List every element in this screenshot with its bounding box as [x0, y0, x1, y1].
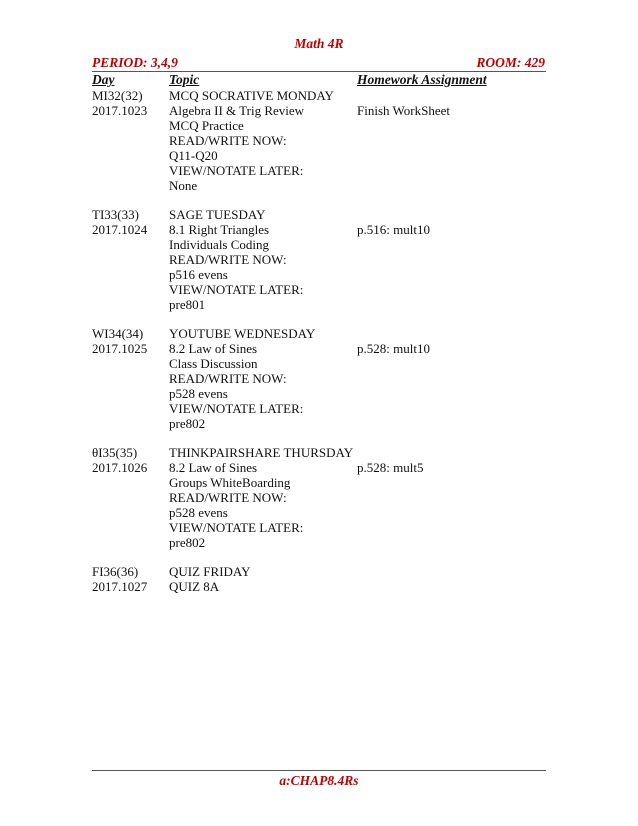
topic-line: MCQ Practice [169, 118, 244, 133]
column-header-homework: Homework Assignment [357, 72, 487, 87]
topic-line: QUIZ 8A [169, 579, 220, 594]
schedule-entry [92, 564, 552, 594]
footer-code: a:CHAP8.4Rs [279, 773, 359, 788]
homework-text: p.516: mult10 [357, 222, 430, 237]
date: 2017.1026 [92, 460, 148, 475]
entry-day [92, 445, 167, 475]
schedule-entry [92, 88, 552, 193]
topic-line: READ/WRITE NOW: [169, 133, 287, 148]
topic-line: READ/WRITE NOW: [169, 371, 287, 386]
entry-day [92, 564, 167, 594]
topic-line: Groups WhiteBoarding [169, 475, 291, 490]
column-header-day: Day [92, 72, 115, 87]
day-code: θI35(35) [92, 445, 138, 460]
topic-line: Q11-Q20 [169, 148, 218, 163]
homework-spacer [357, 88, 450, 103]
entry-day [92, 326, 167, 356]
day-code: FI36(36) [92, 564, 139, 579]
topic-line: 8.1 Right Triangles [169, 222, 270, 237]
topic-line: p528 evens [169, 505, 228, 520]
topic-line: QUIZ FRIDAY [169, 564, 251, 579]
date: 2017.1025 [92, 341, 148, 356]
topic-line: p516 evens [169, 267, 228, 282]
topic-line: VIEW/NOTATE LATER: [169, 401, 304, 416]
topic-line: MCQ SOCRATIVE MONDAY [169, 88, 334, 103]
topic-line: pre801 [169, 297, 206, 312]
room-label: ROOM: 429 [476, 55, 545, 70]
topic-line: None [169, 178, 198, 193]
period-label: PERIOD: 3,4,9 [92, 55, 178, 70]
homework-text: Finish WorkSheet [357, 103, 450, 118]
entry-day [92, 207, 167, 237]
homework-text: p.528: mult10 [357, 341, 430, 356]
topic-line: 8.2 Law of Sines [169, 341, 258, 356]
topic-line: 8.2 Law of Sines [169, 460, 258, 475]
homework-spacer [357, 445, 423, 460]
entry-homework [357, 207, 430, 237]
day-code: WI34(34) [92, 326, 144, 341]
topic-line: VIEW/NOTATE LATER: [169, 282, 304, 297]
entry-homework [357, 445, 423, 475]
topic-line: pre802 [169, 535, 206, 550]
entry-day [92, 88, 167, 118]
topic-line: READ/WRITE NOW: [169, 252, 287, 267]
schedule-entry [92, 207, 552, 312]
topic-line: Class Discussion [169, 356, 258, 371]
topic-line: SAGE TUESDAY [169, 207, 266, 222]
homework-text: p.528: mult5 [357, 460, 424, 475]
entry-homework [357, 88, 450, 118]
topic-line: YOUTUBE WEDNESDAY [169, 326, 316, 341]
topic-line: READ/WRITE NOW: [169, 490, 287, 505]
topic-line: pre802 [169, 416, 206, 431]
topic-line: THINKPAIRSHARE THURSDAY [169, 445, 354, 460]
homework-spacer [357, 326, 430, 341]
entry-topic [169, 564, 552, 594]
topic-line: VIEW/NOTATE LATER: [169, 163, 304, 178]
schedule-entry [92, 326, 552, 431]
entry-homework [357, 326, 430, 356]
date: 2017.1024 [92, 222, 148, 237]
schedule-entry [92, 445, 552, 550]
homework-spacer [357, 207, 430, 222]
footer-divider [92, 770, 546, 771]
document-title: Math 4R [294, 36, 344, 51]
topic-line: VIEW/NOTATE LATER: [169, 520, 304, 535]
date: 2017.1023 [92, 103, 148, 118]
column-header-topic: Topic [169, 72, 200, 87]
topic-line: Individuals Coding [169, 237, 270, 252]
day-code: TI33(33) [92, 207, 139, 222]
schedule-list [92, 88, 552, 608]
topic-line: p528 evens [169, 386, 228, 401]
topic-line: Algebra II & Trig Review [169, 103, 305, 118]
day-code: MI32(32) [92, 88, 143, 103]
date: 2017.1027 [92, 579, 148, 594]
